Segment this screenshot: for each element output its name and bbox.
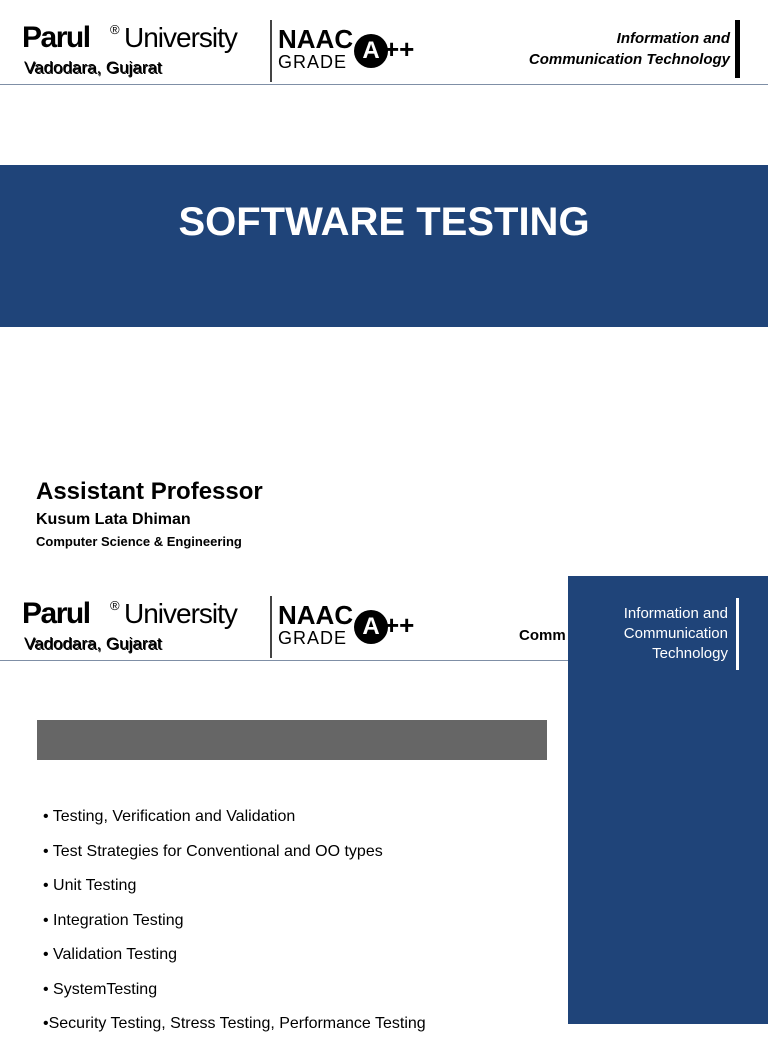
list-item: • Test Strategies for Conventional and OO types (43, 842, 383, 860)
list-item: • Testing, Verification and Validation (43, 808, 296, 825)
side-accent-bar (736, 598, 739, 670)
ict-header-partial: Comm (519, 627, 566, 644)
ict-accent-bar (735, 20, 740, 78)
list-item: • Integration Testing (43, 911, 184, 929)
logo-divider (270, 20, 272, 82)
list-item: • Unit Testing (43, 877, 137, 894)
grade-letter-badge: A (354, 34, 388, 68)
logo-parul-text: Parul (22, 21, 90, 54)
logo-parul-text: Parul (22, 597, 90, 630)
grade-text: GRADE (278, 52, 348, 72)
section-heading-bar (37, 720, 547, 760)
logo-city-text: Vadodara, Gujarat (24, 58, 162, 77)
grade-letter-badge: A (354, 610, 388, 644)
logo-city-text: Vadodara, Gujarat (24, 634, 162, 653)
grade-plus-text: ++ (384, 34, 415, 64)
list-item: • SystemTesting (43, 980, 158, 998)
naac-text: NAAC (278, 24, 354, 54)
logo-university-text: University (124, 598, 237, 629)
side-line-3: Technology (652, 645, 728, 662)
presenter-name: Kusum Lata Dhiman (36, 511, 191, 528)
ict-line-2: Communication Technology (528, 51, 730, 68)
logo-university-text: University (124, 22, 237, 53)
grade-plus-text: ++ (384, 610, 415, 640)
header-divider (0, 84, 768, 85)
grade-text: GRADE (278, 628, 348, 648)
side-line-1: Information and (623, 605, 728, 622)
naac-text: NAAC (278, 600, 354, 630)
university-logo (22, 20, 442, 90)
title-band (0, 165, 768, 327)
registered-mark: ® (110, 598, 120, 613)
ict-line-1: Information and (616, 30, 730, 47)
presenter-role: Assistant Professor (36, 478, 263, 505)
list-item: • Validation Testing (43, 946, 177, 963)
logo-divider (270, 596, 272, 658)
slide-title: SOFTWARE TESTING (178, 200, 590, 244)
topic-list (43, 804, 426, 1046)
presenter-department: Computer Science & Engineering (36, 534, 242, 549)
registered-mark: ® (110, 22, 120, 37)
ict-header-label (529, 28, 730, 70)
ict-side-label (624, 604, 728, 664)
university-logo-slide2 (22, 596, 442, 666)
side-line-2: Communication (623, 625, 728, 642)
list-item: •Security Testing, Stress Testing, Performance Testing (43, 1015, 426, 1032)
ict-side-panel (568, 576, 768, 1024)
